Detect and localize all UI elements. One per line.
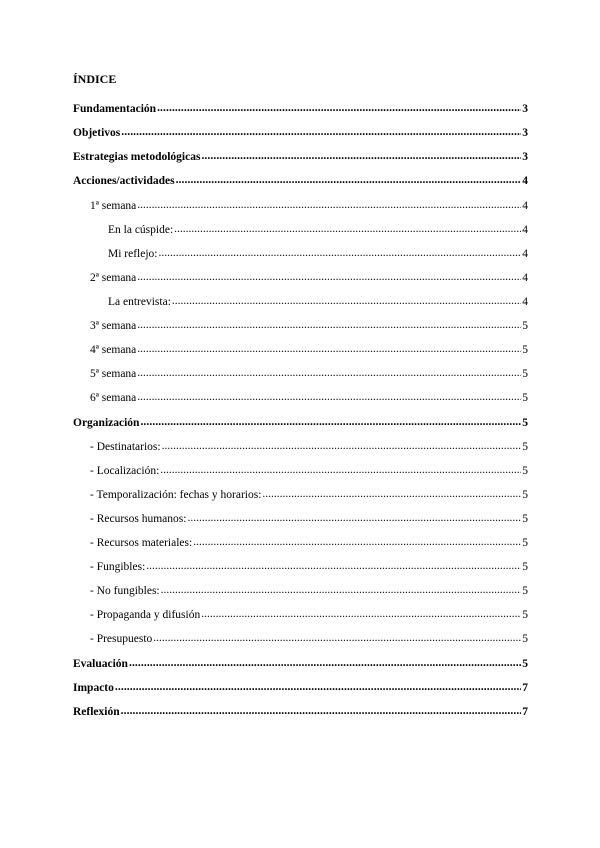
toc-page-number: 4	[522, 272, 528, 284]
toc-page-number: 3	[522, 151, 528, 163]
toc-dot-leader	[201, 606, 521, 622]
toc-dot-leader	[172, 293, 521, 309]
toc-entry-label: - Recursos humanos:	[90, 513, 187, 525]
toc-dot-leader	[201, 148, 521, 164]
toc-entry-acciones-actividades[interactable]	[73, 173, 528, 189]
toc-entry-label: 6ª semana	[90, 392, 137, 404]
toc-entry-label: - Destinatarios:	[90, 441, 161, 453]
toc-entry-fungibles[interactable]	[90, 559, 528, 575]
toc-page-number: 5	[522, 609, 528, 621]
toc-dot-leader	[137, 365, 521, 381]
toc-dot-leader	[121, 124, 521, 140]
toc-entry-label: - Presupuesto	[90, 633, 153, 645]
toc-page-number: 7	[522, 682, 528, 694]
toc-page-number: 3	[522, 103, 528, 115]
toc-page-number: 4	[522, 296, 528, 308]
toc-entry-fundamentacion[interactable]	[73, 101, 528, 117]
toc-dot-leader	[137, 389, 521, 405]
page-title: ÍNDICE	[73, 72, 117, 86]
toc-entry-label: Organización	[73, 417, 140, 429]
toc-entry-label: 1ª semana	[90, 200, 137, 212]
toc-entry-label: Acciones/actividades	[73, 175, 175, 187]
toc-entry-presupuesto[interactable]	[90, 631, 528, 647]
toc-dot-leader	[157, 100, 521, 116]
toc-page-number: 5	[522, 320, 528, 332]
toc-entry-semana-2[interactable]	[90, 270, 528, 286]
toc-entry-impacto[interactable]	[73, 680, 528, 696]
toc-entry-label: Estrategias metodológicas	[73, 151, 201, 163]
toc-entry-label: Reflexión	[73, 706, 120, 718]
toc-page-number: 5	[522, 441, 528, 453]
toc-entry-label: 2ª semana	[90, 272, 137, 284]
toc-dot-leader	[140, 414, 521, 430]
toc-page-number: 5	[522, 465, 528, 477]
toc-entry-semana-3[interactable]	[90, 318, 528, 334]
toc-entry-label: 5ª semana	[90, 368, 137, 380]
toc-page-number: 5	[522, 368, 528, 380]
toc-entry-estrategias-metodologicas[interactable]	[73, 149, 528, 165]
toc-page-number: 4	[522, 200, 528, 212]
toc-entry-mi-reflejo[interactable]	[108, 246, 528, 262]
toc-page-number: 5	[522, 633, 528, 645]
toc-page-number: 5	[522, 489, 528, 501]
toc-dot-leader	[137, 341, 521, 357]
toc-dot-leader	[137, 197, 521, 213]
toc-entry-reflexion[interactable]	[73, 704, 528, 720]
toc-dot-leader	[115, 679, 521, 695]
toc-page-number: 4	[522, 175, 528, 187]
toc-page-number: 5	[522, 417, 528, 429]
toc-page-number: 7	[522, 706, 528, 718]
toc-entry-objetivos[interactable]	[73, 125, 528, 141]
toc-dot-leader	[193, 534, 521, 550]
toc-page-number: 5	[522, 344, 528, 356]
toc-entry-la-entrevista[interactable]	[108, 294, 528, 310]
toc-dot-leader	[162, 438, 522, 454]
toc-entry-label: - Fungibles:	[90, 561, 146, 573]
toc-entry-semana-1[interactable]	[90, 198, 528, 214]
toc-page-number: 5	[522, 585, 528, 597]
toc-entry-temporalizacion[interactable]	[90, 487, 528, 503]
toc-entry-en-la-cuspide[interactable]	[108, 222, 528, 238]
toc-entry-label: - Propaganda y difusión	[90, 609, 201, 621]
toc-page-number: 4	[522, 248, 528, 260]
toc-entry-label: - No fungibles:	[90, 585, 160, 597]
toc-entry-semana-5[interactable]	[90, 366, 528, 382]
toc-page-number: 5	[522, 561, 528, 573]
toc-dot-leader	[137, 269, 521, 285]
toc-dot-leader	[176, 172, 522, 188]
toc-page-number: 4	[522, 224, 528, 236]
toc-dot-leader	[161, 582, 522, 598]
toc-entry-label: La entrevista:	[108, 296, 171, 308]
toc-page-number: 5	[522, 658, 528, 670]
toc-entry-label: 4ª semana	[90, 344, 137, 356]
toc-dot-leader	[160, 462, 521, 478]
toc-entry-propaganda-y-difusion[interactable]	[90, 607, 528, 623]
toc-entry-label: 3ª semana	[90, 320, 137, 332]
toc-entry-label: Evaluación	[73, 658, 128, 670]
toc-entry-label: Objetivos	[73, 127, 121, 139]
toc-dot-leader	[187, 510, 521, 526]
toc-entry-destinatarios[interactable]	[90, 439, 528, 455]
toc-entry-recursos-materiales[interactable]	[90, 535, 528, 551]
toc-entry-label: En la cúspide:	[108, 224, 174, 236]
toc-entry-label: Fundamentación	[73, 103, 157, 115]
toc-dot-leader	[262, 486, 521, 502]
toc-entry-evaluacion[interactable]	[73, 656, 528, 672]
toc-page-number: 5	[522, 537, 528, 549]
toc-entry-organizacion[interactable]	[73, 415, 528, 431]
toc-dot-leader	[129, 655, 521, 671]
toc-dot-leader	[137, 317, 521, 333]
toc-entry-label: - Temporalización: fechas y horarios:	[90, 489, 262, 501]
toc-page-number: 5	[522, 392, 528, 404]
toc-entry-label: - Recursos materiales:	[90, 537, 193, 549]
toc-entry-semana-4[interactable]	[90, 342, 528, 358]
toc-page-number: 5	[522, 513, 528, 525]
toc-entry-label: Impacto	[73, 682, 114, 694]
toc-entry-label: - Localización:	[90, 465, 160, 477]
toc-dot-leader	[174, 221, 521, 237]
toc-dot-leader	[153, 630, 521, 646]
toc-entry-label: Mi reflejo:	[108, 248, 158, 260]
toc-dot-leader	[146, 558, 521, 574]
toc-page-number: 3	[522, 127, 528, 139]
toc-dot-leader	[159, 245, 522, 261]
toc-entry-recursos-humanos[interactable]	[90, 511, 528, 527]
toc-entry-semana-6[interactable]	[90, 390, 528, 406]
toc-entry-localizacion[interactable]	[90, 463, 528, 479]
toc-entry-no-fungibles[interactable]	[90, 583, 528, 599]
toc-dot-leader	[121, 703, 522, 719]
